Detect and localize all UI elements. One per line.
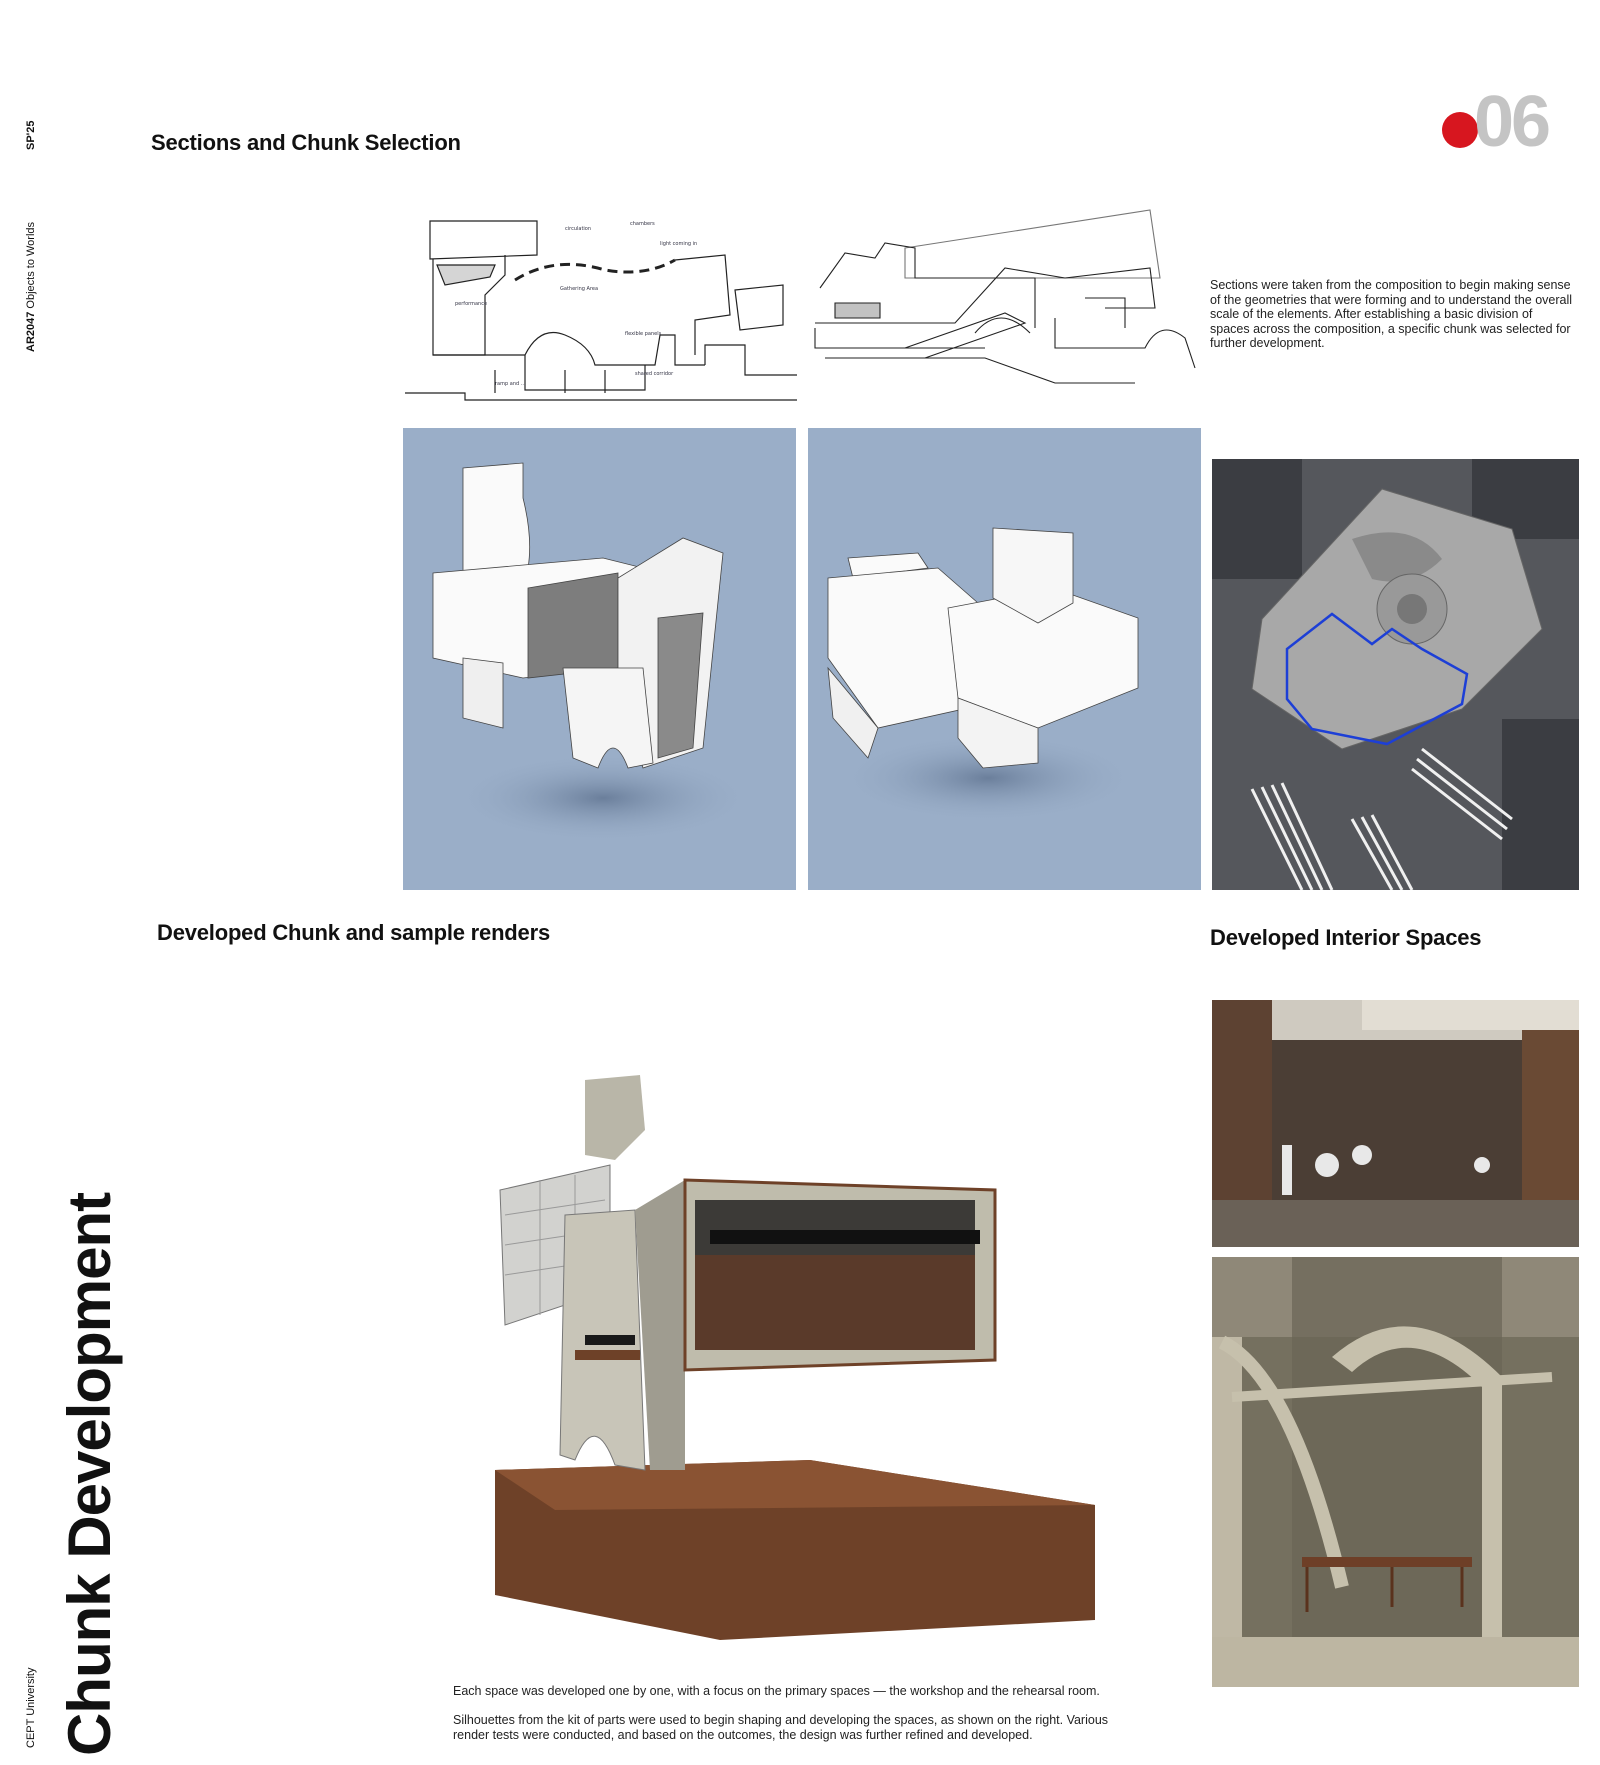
svg-text:light coming in: light coming in <box>660 241 698 247</box>
sections-title: Sections and Chunk Selection <box>151 130 461 155</box>
developed-chunk-render <box>485 1050 1105 1650</box>
svg-text:circulation: circulation <box>565 226 592 232</box>
sections-description: Sections were taken from the composition to begin making sense of the geometries that were forming and to understand the overall scale of the elements. After establishing a basic division of spaces across the composition, a specific chunk was selected for further development. <box>1210 278 1573 350</box>
page-number: 06 <box>1474 82 1549 162</box>
caption-silhouettes: Silhouettes from the kit of parts were used to begin shaping and developing the spaces, as shown on the right. Various render tests were conducted, and based on the outcomes, the design was further refined and developed. <box>453 1713 1109 1742</box>
semester-label: SP'25 <box>25 120 37 150</box>
site-aerial-render <box>1212 459 1579 890</box>
course-label <box>25 222 37 352</box>
interior-render-workshop <box>1212 1257 1579 1687</box>
interior-spaces-title: Developed Interior Spaces <box>1210 925 1482 950</box>
mass-render-left <box>403 428 796 890</box>
svg-text:chambers: chambers <box>630 221 655 227</box>
mass-render-right <box>808 428 1201 890</box>
caption-development: Each space was developed one by one, with a focus on the primary spaces — the workshop and the rehearsal room. <box>453 1684 1100 1698</box>
svg-text:shared corridor: shared corridor <box>635 371 674 377</box>
sketch-annotations <box>455 221 697 387</box>
svg-text:ramp and ...: ramp and ... <box>495 381 526 387</box>
course-code: AR2047 <box>25 311 37 352</box>
course-name: Objects to Worlds <box>25 221 37 309</box>
svg-text:Gathering Area: Gathering Area <box>560 286 599 292</box>
svg-text:flexible panels: flexible panels <box>625 331 662 337</box>
section-sketch-right <box>805 208 1200 393</box>
page-number-dot-icon <box>1442 112 1478 148</box>
svg-text:performance: performance <box>455 301 488 307</box>
interior-render-rehearsal <box>1212 1000 1579 1247</box>
university-label: CEPT University <box>25 1667 37 1748</box>
chapter-title: Chunk Development <box>56 1192 123 1756</box>
developed-chunk-title: Developed Chunk and sample renders <box>157 920 550 945</box>
section-sketch-left <box>405 215 797 425</box>
